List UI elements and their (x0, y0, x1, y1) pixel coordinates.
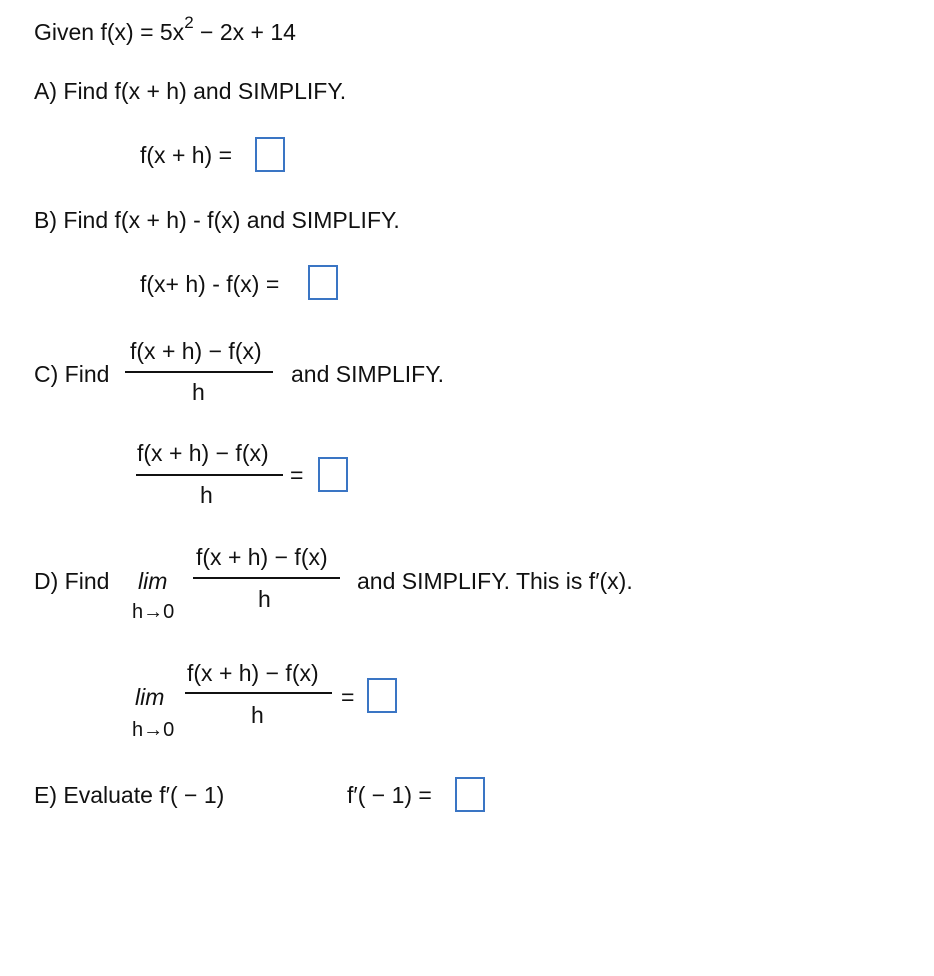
part-d-answer-lim-subscript: h→0 (132, 719, 175, 741)
part-c-fraction-bar (125, 371, 273, 373)
given-exponent: 2 (184, 13, 194, 32)
part-c-answer-fraction-bar (136, 474, 283, 476)
part-c-find: C) Find (34, 361, 110, 387)
part-d-equals: = (341, 684, 355, 710)
part-d-denominator: h (258, 586, 271, 612)
part-d-answer-denominator: h (251, 702, 264, 728)
part-d-lim: lim (138, 568, 168, 594)
part-d-lim-subscript: h→0 (132, 601, 175, 623)
part-a-answer-box[interactable] (255, 137, 285, 172)
part-c-answer-box[interactable] (318, 457, 348, 492)
part-d-find: D) Find (34, 568, 110, 594)
part-e-answer-box[interactable] (455, 777, 485, 812)
part-a-prompt: A) Find f(x + h) and SIMPLIFY. (34, 78, 347, 104)
part-e-prompt: E) Evaluate f′( − 1) (34, 782, 225, 808)
part-c-numerator: f(x + h) − f(x) (130, 338, 262, 364)
part-d-answer-numerator: f(x + h) − f(x) (187, 660, 319, 686)
part-c-denominator: h (192, 379, 205, 405)
part-a-lhs: f(x + h) = (140, 142, 233, 168)
part-c-answer-numerator: f(x + h) − f(x) (137, 440, 269, 466)
part-d-fraction-bar (193, 577, 340, 579)
part-d-answer-fraction-bar (185, 692, 332, 694)
given-suffix: − 2x + 14 (193, 19, 296, 45)
part-b-answer-box[interactable] (308, 265, 338, 300)
part-c-equals: = (290, 462, 304, 488)
part-b-lhs: f(x+ h) - f(x) = (140, 271, 280, 297)
given-prefix: Given f(x) = 5x (34, 19, 185, 45)
given-function (34, 13, 296, 45)
part-d-answer-lim: lim (135, 684, 165, 710)
part-b-prompt: B) Find f(x + h) - f(x) and SIMPLIFY. (34, 207, 400, 233)
part-d-suffix: and SIMPLIFY. This is f′(x). (357, 568, 633, 594)
part-e-lhs: f′( − 1) = (347, 782, 432, 808)
part-d-numerator: f(x + h) − f(x) (196, 544, 328, 570)
part-d-answer-box[interactable] (367, 678, 397, 713)
part-c-answer-denominator: h (200, 482, 213, 508)
part-c-suffix: and SIMPLIFY. (291, 361, 444, 387)
